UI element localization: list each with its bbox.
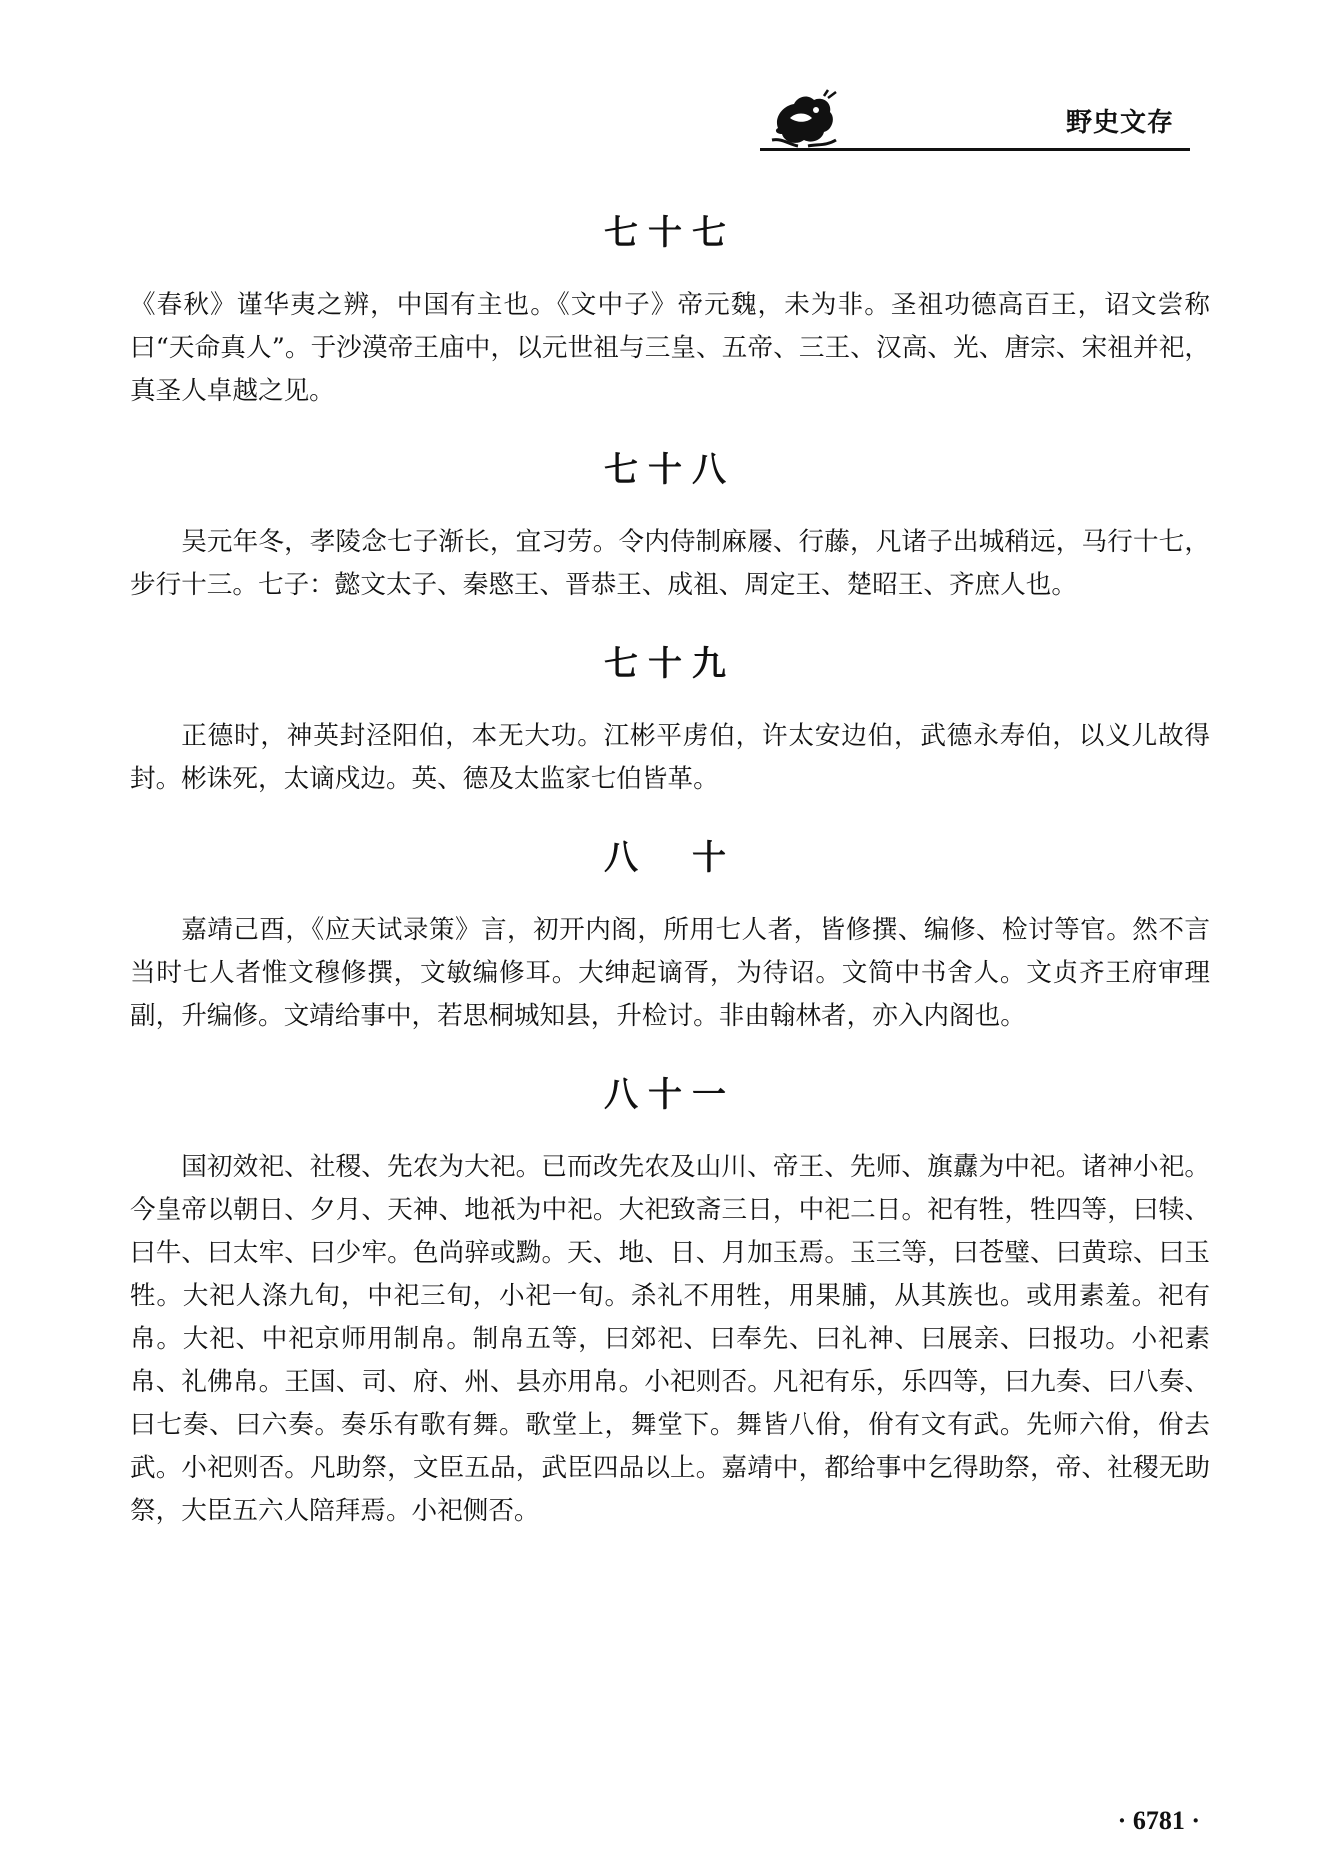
- header-rule: [760, 148, 1190, 151]
- section-80: [130, 835, 1210, 1038]
- section-title: 七十八: [604, 450, 736, 490]
- dragon-emblem-icon: [768, 88, 840, 150]
- section-title: 八十一: [604, 1075, 736, 1115]
- section-title: 七十九: [604, 644, 736, 684]
- running-header: [760, 84, 1190, 156]
- page-content: [130, 210, 1210, 1533]
- section-title: 七十七: [604, 213, 736, 253]
- section-body: 《春秋》谨华夷之辨，中国有主也。《文中子》帝元魏，未为非。圣祖功德高百王，诏文尝称曰“天命真人”。于沙漠帝王庙中，以元世祖与三皇、五帝、三王、汉高、光、唐宗、宋祖并祀，真圣人卓越之见。: [130, 290, 1210, 406]
- section-77: [130, 210, 1210, 413]
- section-body: 国初效祀、社稷、先农为大祀。已而改先农及山川、帝王、先师、旗纛为中祀。诸神小祀。今皇帝以朝日、夕月、天神、地祇为中祀。大祀致斋三日，中祀二日。祀有牲，牲四等，曰犊、曰牛、曰太牢、曰少牢。色尚骍或黝。天、地、日、月加玉焉。玉三等，曰苍璧、曰黄琮、曰玉牲。大祀人涤九旬，中祀三旬，小祀一旬。杀礼不用牲，用果脯，从其族也。或用素羞。祀有帛。大祀、中祀京师用制帛。制帛五等，曰郊祀、曰奉先、曰礼神、曰展亲、曰报功。小祀素帛、礼佛帛。王国、司、府、州、县亦用帛。小祀则否。凡祀有乐，乐四等，曰九奏、曰八奏、曰七奏、曰六奏。奏乐有歌有舞。歌堂上，舞堂下。舞皆八佾，佾有文有武。先师六佾，佾去武。小祀则否。凡助祭，文臣五品，武臣四品以上。嘉靖中，都给事中乞得助祭，帝、社稷无助祭，大臣五六人陪拜焉。小祀侧否。: [130, 1152, 1210, 1526]
- section-81: [130, 1072, 1210, 1533]
- header-title: 野史文存: [1065, 108, 1174, 138]
- section-78: [130, 447, 1210, 607]
- section-title: 八 十: [604, 838, 736, 878]
- section-body: 正德时，神英封泾阳伯，本无大功。江彬平虏伯，许太安边伯，武德永寿伯，以义儿故得封。彬诛死，太谪戍边。英、德及太监家七伯皆革。: [130, 721, 1210, 794]
- section-79: [130, 641, 1210, 801]
- section-body: 吴元年冬，孝陵念七子渐长，宜习劳。令内侍制麻屦、行藤，凡诸子出城稍远，马行十七，步行十三。七子：懿文太子、秦愍王、晋恭王、成祖、周定王、楚昭王、齐庶人也。: [130, 527, 1210, 600]
- page-number: · 6781 ·: [1117, 1806, 1200, 1835]
- section-body: 嘉靖己酉，《应天试录策》言，初开内阁，所用七人者，皆修撰、编修、检讨等官。然不言当时七人者惟文穆修撰，文敏编修耳。大绅起谪胥，为待诏。文简中书舍人。文贞齐王府审理副，升编修。文靖给事中，若思桐城知县，升检讨。非由翰林者，亦入内阁也。: [130, 915, 1210, 1031]
